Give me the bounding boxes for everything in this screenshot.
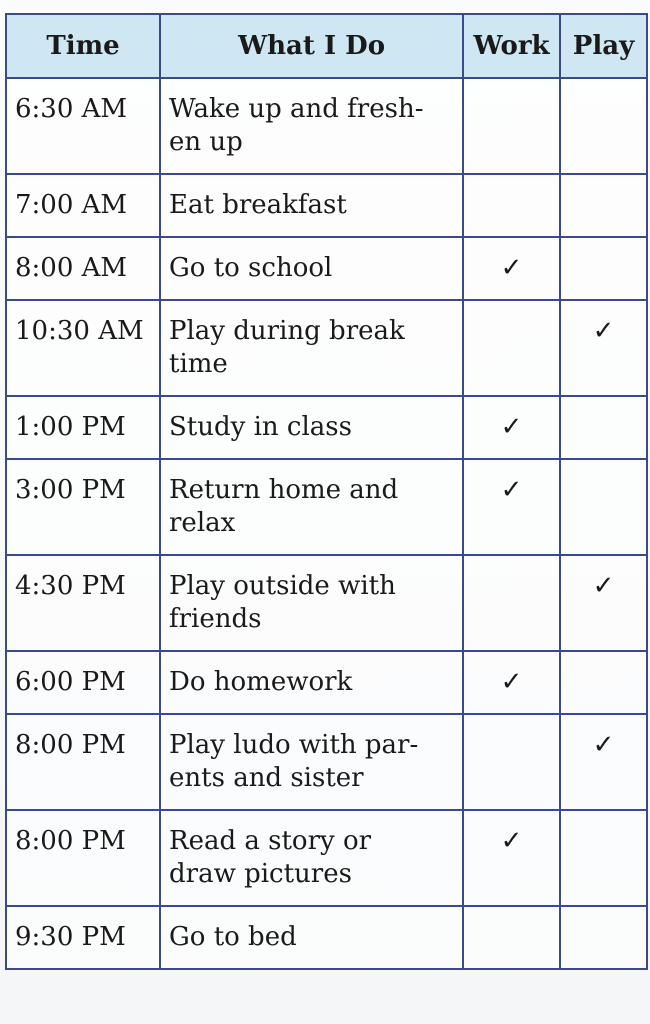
play-check-cell — [560, 396, 647, 459]
time-cell: 6:00 PM — [6, 651, 160, 714]
play-check-cell — [560, 906, 647, 969]
time-cell: 4:30 PM — [6, 555, 160, 651]
activity-cell — [160, 237, 463, 300]
work-check-cell — [463, 174, 560, 237]
activity-text: Read a story or draw pictures — [169, 826, 372, 889]
activity-cell — [160, 714, 463, 810]
activity-cell — [160, 906, 463, 969]
time-cell: 1:00 PM — [6, 396, 160, 459]
play-check-cell — [560, 78, 647, 174]
play-check-cell — [560, 237, 647, 300]
table-row — [6, 651, 647, 714]
table-row — [6, 174, 647, 237]
activity-text: Play ludo with par- ents and sister — [169, 730, 419, 793]
table-row — [6, 459, 647, 555]
table-row — [6, 237, 647, 300]
header-play: Play — [560, 14, 647, 78]
play-check-cell — [560, 810, 647, 906]
work-check-cell: ✓ — [463, 396, 560, 459]
activity-cell — [160, 459, 463, 555]
work-check-cell — [463, 300, 560, 396]
header-time: Time — [6, 14, 160, 78]
work-check-cell — [463, 78, 560, 174]
work-check-cell: ✓ — [463, 237, 560, 300]
activity-text: Wake up and fresh- en up — [169, 94, 424, 157]
table-row — [6, 906, 647, 969]
table-row — [6, 78, 647, 174]
activity-text: Do homework — [169, 667, 353, 697]
time-cell: 9:30 PM — [6, 906, 160, 969]
work-check-cell: ✓ — [463, 459, 560, 555]
activity-text: Study in class — [169, 412, 352, 442]
time-cell: 8:00 PM — [6, 714, 160, 810]
table-header — [6, 14, 647, 78]
work-check-cell: ✓ — [463, 651, 560, 714]
time-cell: 6:30 AM — [6, 78, 160, 174]
activity-cell — [160, 396, 463, 459]
play-check-cell — [560, 174, 647, 237]
table-row — [6, 300, 647, 396]
activity-cell — [160, 300, 463, 396]
play-check-cell: ✓ — [560, 300, 647, 396]
activity-cell — [160, 174, 463, 237]
play-check-cell: ✓ — [560, 555, 647, 651]
time-cell: 10:30 AM — [6, 300, 160, 396]
time-cell: 3:00 PM — [6, 459, 160, 555]
work-check-cell: ✓ — [463, 810, 560, 906]
table-row — [6, 714, 647, 810]
table-row — [6, 396, 647, 459]
table-row — [6, 810, 647, 906]
activity-text: Go to bed — [169, 922, 297, 952]
table-row — [6, 555, 647, 651]
activity-text: Play outside with friends — [169, 571, 396, 634]
activity-text: Play during break time — [169, 316, 405, 379]
activity-text: Go to school — [169, 253, 333, 283]
play-check-cell: ✓ — [560, 714, 647, 810]
daily-schedule-table — [5, 13, 648, 970]
time-cell: 8:00 AM — [6, 237, 160, 300]
play-check-cell — [560, 459, 647, 555]
activity-cell — [160, 651, 463, 714]
header-work: Work — [463, 14, 560, 78]
time-cell: 8:00 PM — [6, 810, 160, 906]
play-check-cell — [560, 651, 647, 714]
table-body — [6, 78, 647, 969]
activity-cell — [160, 78, 463, 174]
work-check-cell — [463, 906, 560, 969]
header-row — [6, 14, 647, 78]
activity-cell — [160, 555, 463, 651]
activity-cell — [160, 810, 463, 906]
time-cell: 7:00 AM — [6, 174, 160, 237]
header-what-i-do: What I Do — [160, 14, 463, 78]
activity-text: Eat breakfast — [169, 190, 347, 220]
activity-text: Return home and relax — [169, 475, 399, 538]
work-check-cell — [463, 714, 560, 810]
work-check-cell — [463, 555, 560, 651]
